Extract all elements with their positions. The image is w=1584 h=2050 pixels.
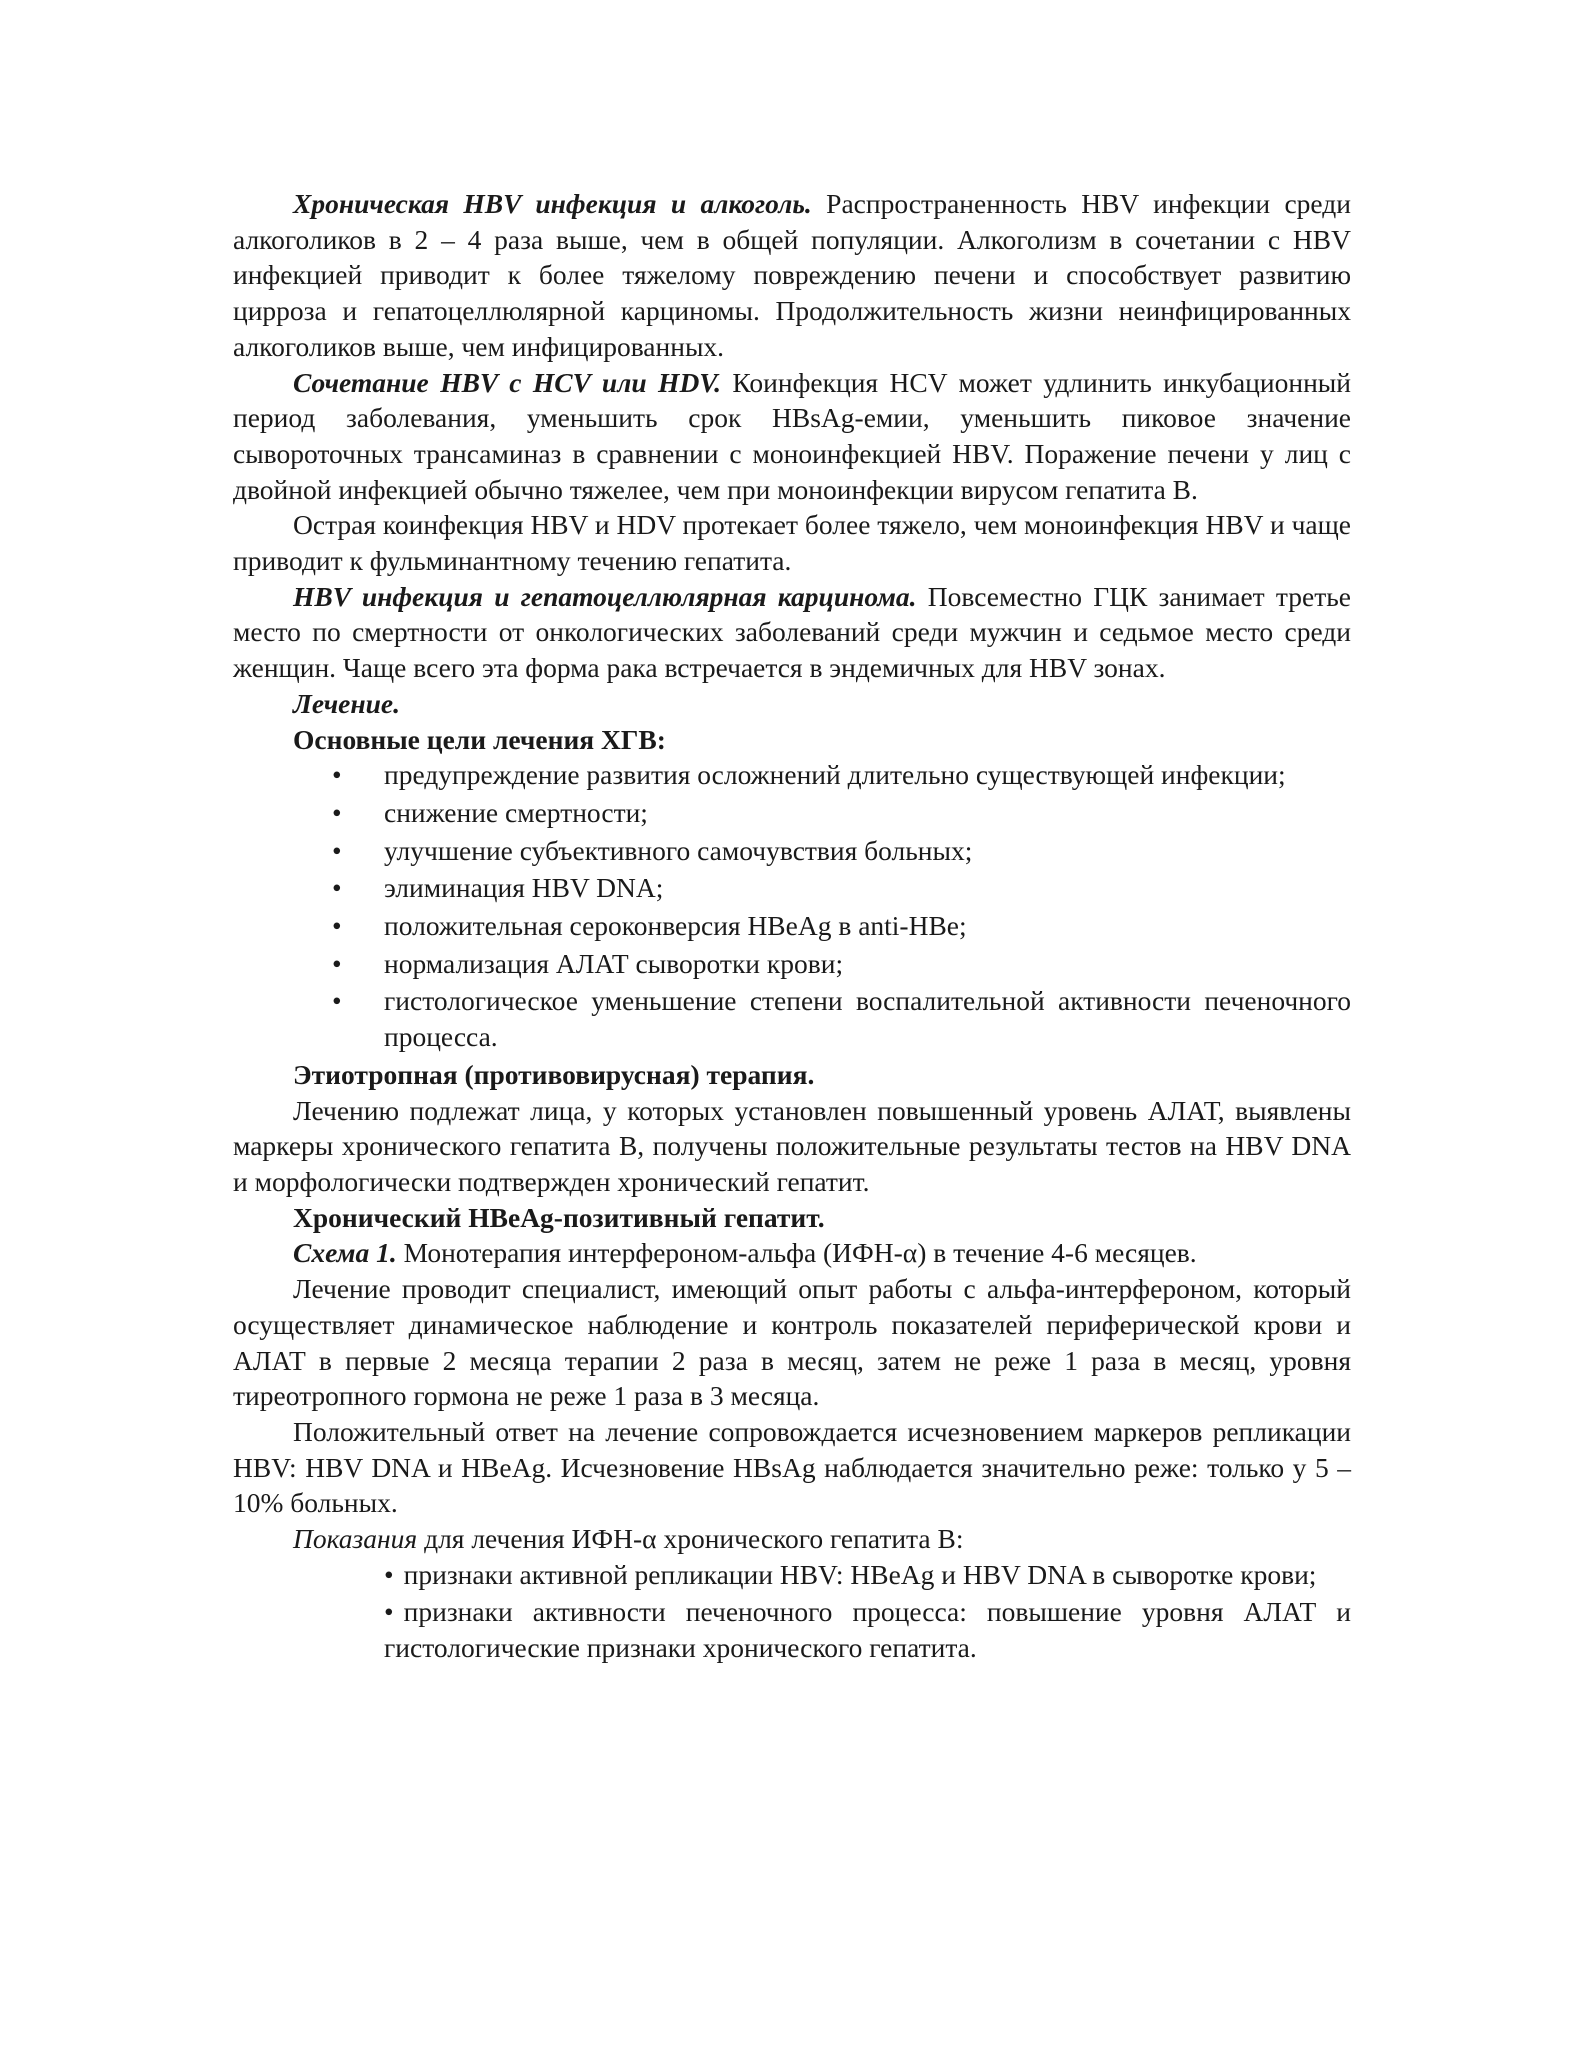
paragraph-response: Положительный ответ на лечение сопровождается исчезновением маркеров репликации HBV: HBV DNA и HBeAg. Исчезновение HBsAg наблюдается значительно реже: только у 5 – 10% больных. bbox=[233, 1415, 1351, 1519]
heading-goals: Основные цели лечения ХГВ: bbox=[293, 723, 666, 755]
paragraph-text-scheme: Монотерапия интерфероном-альфа (ИФН-α) в течение 4-6 месяцев. bbox=[396, 1237, 1197, 1269]
list-item-text: признаки активной репликации HBV: HBeAg и HBV DNA в сыворотке крови; bbox=[403, 1558, 1317, 1590]
list-item: • улучшение субъективного самочувствия больных; bbox=[384, 833, 1351, 869]
paragraph-text-coinfection: Коинфекция HCV может удлинить инкубационный период заболевания, уменьшить срок HBsAg-емии, уменьшить пиковое значение сывороточных трансаминаз в сравнении с моноинфекцией HBV. Поражение печени у лиц с двойной инфекцией обычно тяжелее, чем при моноинфекции вирусом гепатита В. bbox=[233, 366, 1351, 505]
runin-title-scheme: Схема 1. bbox=[293, 1237, 397, 1269]
paragraph-text-hcc: Повсеместно ГЦК занимает третье место по смертности от онкологических заболеваний среди мужчин и седьмое место среди женщин. Чаще всего эта форма рака встречается в эндемичных для HBV зонах. bbox=[233, 580, 1351, 684]
indications-list bbox=[233, 1557, 1351, 1666]
paragraph-acute-coinfection: Острая коинфекция HBV и HDV протекает более тяжело, чем моноинфекция HBV и чаще приводит к фульминантному течению гепатита. bbox=[233, 509, 1351, 577]
paragraph-hcc bbox=[233, 579, 1351, 686]
runin-title-coinfection: Сочетание HBV с HCV или HDV. bbox=[293, 366, 721, 398]
heading-treatment: Лечение. bbox=[293, 687, 400, 719]
list-item: • гистологическое уменьшение степени воспалительной активности печеночного процесса. bbox=[384, 983, 1351, 1054]
bullet-icon: • bbox=[384, 1596, 394, 1628]
runin-title-hcc: HBV инфекция и гепатоцеллюлярная карцинома. bbox=[293, 580, 917, 612]
list-item: • снижение смертности; bbox=[384, 795, 1351, 831]
paragraph-text-indications: для лечения ИФН-α хронического гепатита В: bbox=[417, 1523, 964, 1555]
list-item-text: признаки активности печеночного процесса: повышение уровня АЛАТ и гистологические признаки хронического гепатита. bbox=[384, 1596, 1351, 1664]
bullet-icon: • bbox=[384, 1558, 394, 1590]
runin-title-indications: Показания bbox=[293, 1523, 418, 1555]
heading-hbeag: Хронический HBeAg-позитивный гепатит. bbox=[293, 1201, 825, 1233]
goals-list bbox=[233, 757, 1351, 1055]
document-page bbox=[233, 186, 1351, 1668]
list-item: • положительная сероконверсия HBeAg в anti-HBe; bbox=[384, 908, 1351, 944]
paragraph-specialist: Лечение проводит специалист, имеющий опыт работы с альфа-интерфероном, который осуществляет динамическое наблюдение и контроль показателей периферической крови и АЛАТ в первые 2 месяца терапии 2 раза в месяц, затем не реже 1 раза в месяц, уровня тиреотропного гормона не реже 1 раза в 3 месяца. bbox=[233, 1273, 1351, 1412]
paragraph-coinfection bbox=[233, 365, 1351, 508]
list-item: • элиминация HBV DNA; bbox=[384, 870, 1351, 906]
heading-etiotropic: Этиотропная (противовирусная) терапия. bbox=[293, 1058, 815, 1090]
list-item: • нормализация АЛАТ сыворотки крови; bbox=[384, 946, 1351, 982]
paragraph-text-alcohol: Распространенность HBV инфекции среди алкоголиков в 2 – 4 раза выше, чем в общей популяции. Алкоголизм в сочетании с HBV инфекцией приводит к более тяжелому повреждению печени и способствует развитию цирроза и гепатоцеллюлярной карциномы. Продолжительность жизни неинфицированных алкоголиков выше, чем инфицированных. bbox=[233, 188, 1351, 362]
list-item bbox=[384, 1594, 1351, 1665]
list-item: • предупреждение развития осложнений длительно существующей инфекции; bbox=[384, 757, 1351, 793]
paragraph-scheme bbox=[233, 1235, 1351, 1271]
paragraph-alcohol bbox=[233, 186, 1351, 365]
paragraph-etiotropic: Лечению подлежат лица, у которых установлен повышенный уровень АЛАТ, выявлены маркеры хронического гепатита В, получены положительные результаты тестов на HBV DNA и морфологически подтвержден хронический гепатит. bbox=[233, 1094, 1351, 1197]
list-item bbox=[384, 1557, 1351, 1593]
runin-title-alcohol: Хроническая HBV инфекция и алкоголь. bbox=[293, 188, 812, 219]
paragraph-indications bbox=[233, 1521, 1351, 1557]
